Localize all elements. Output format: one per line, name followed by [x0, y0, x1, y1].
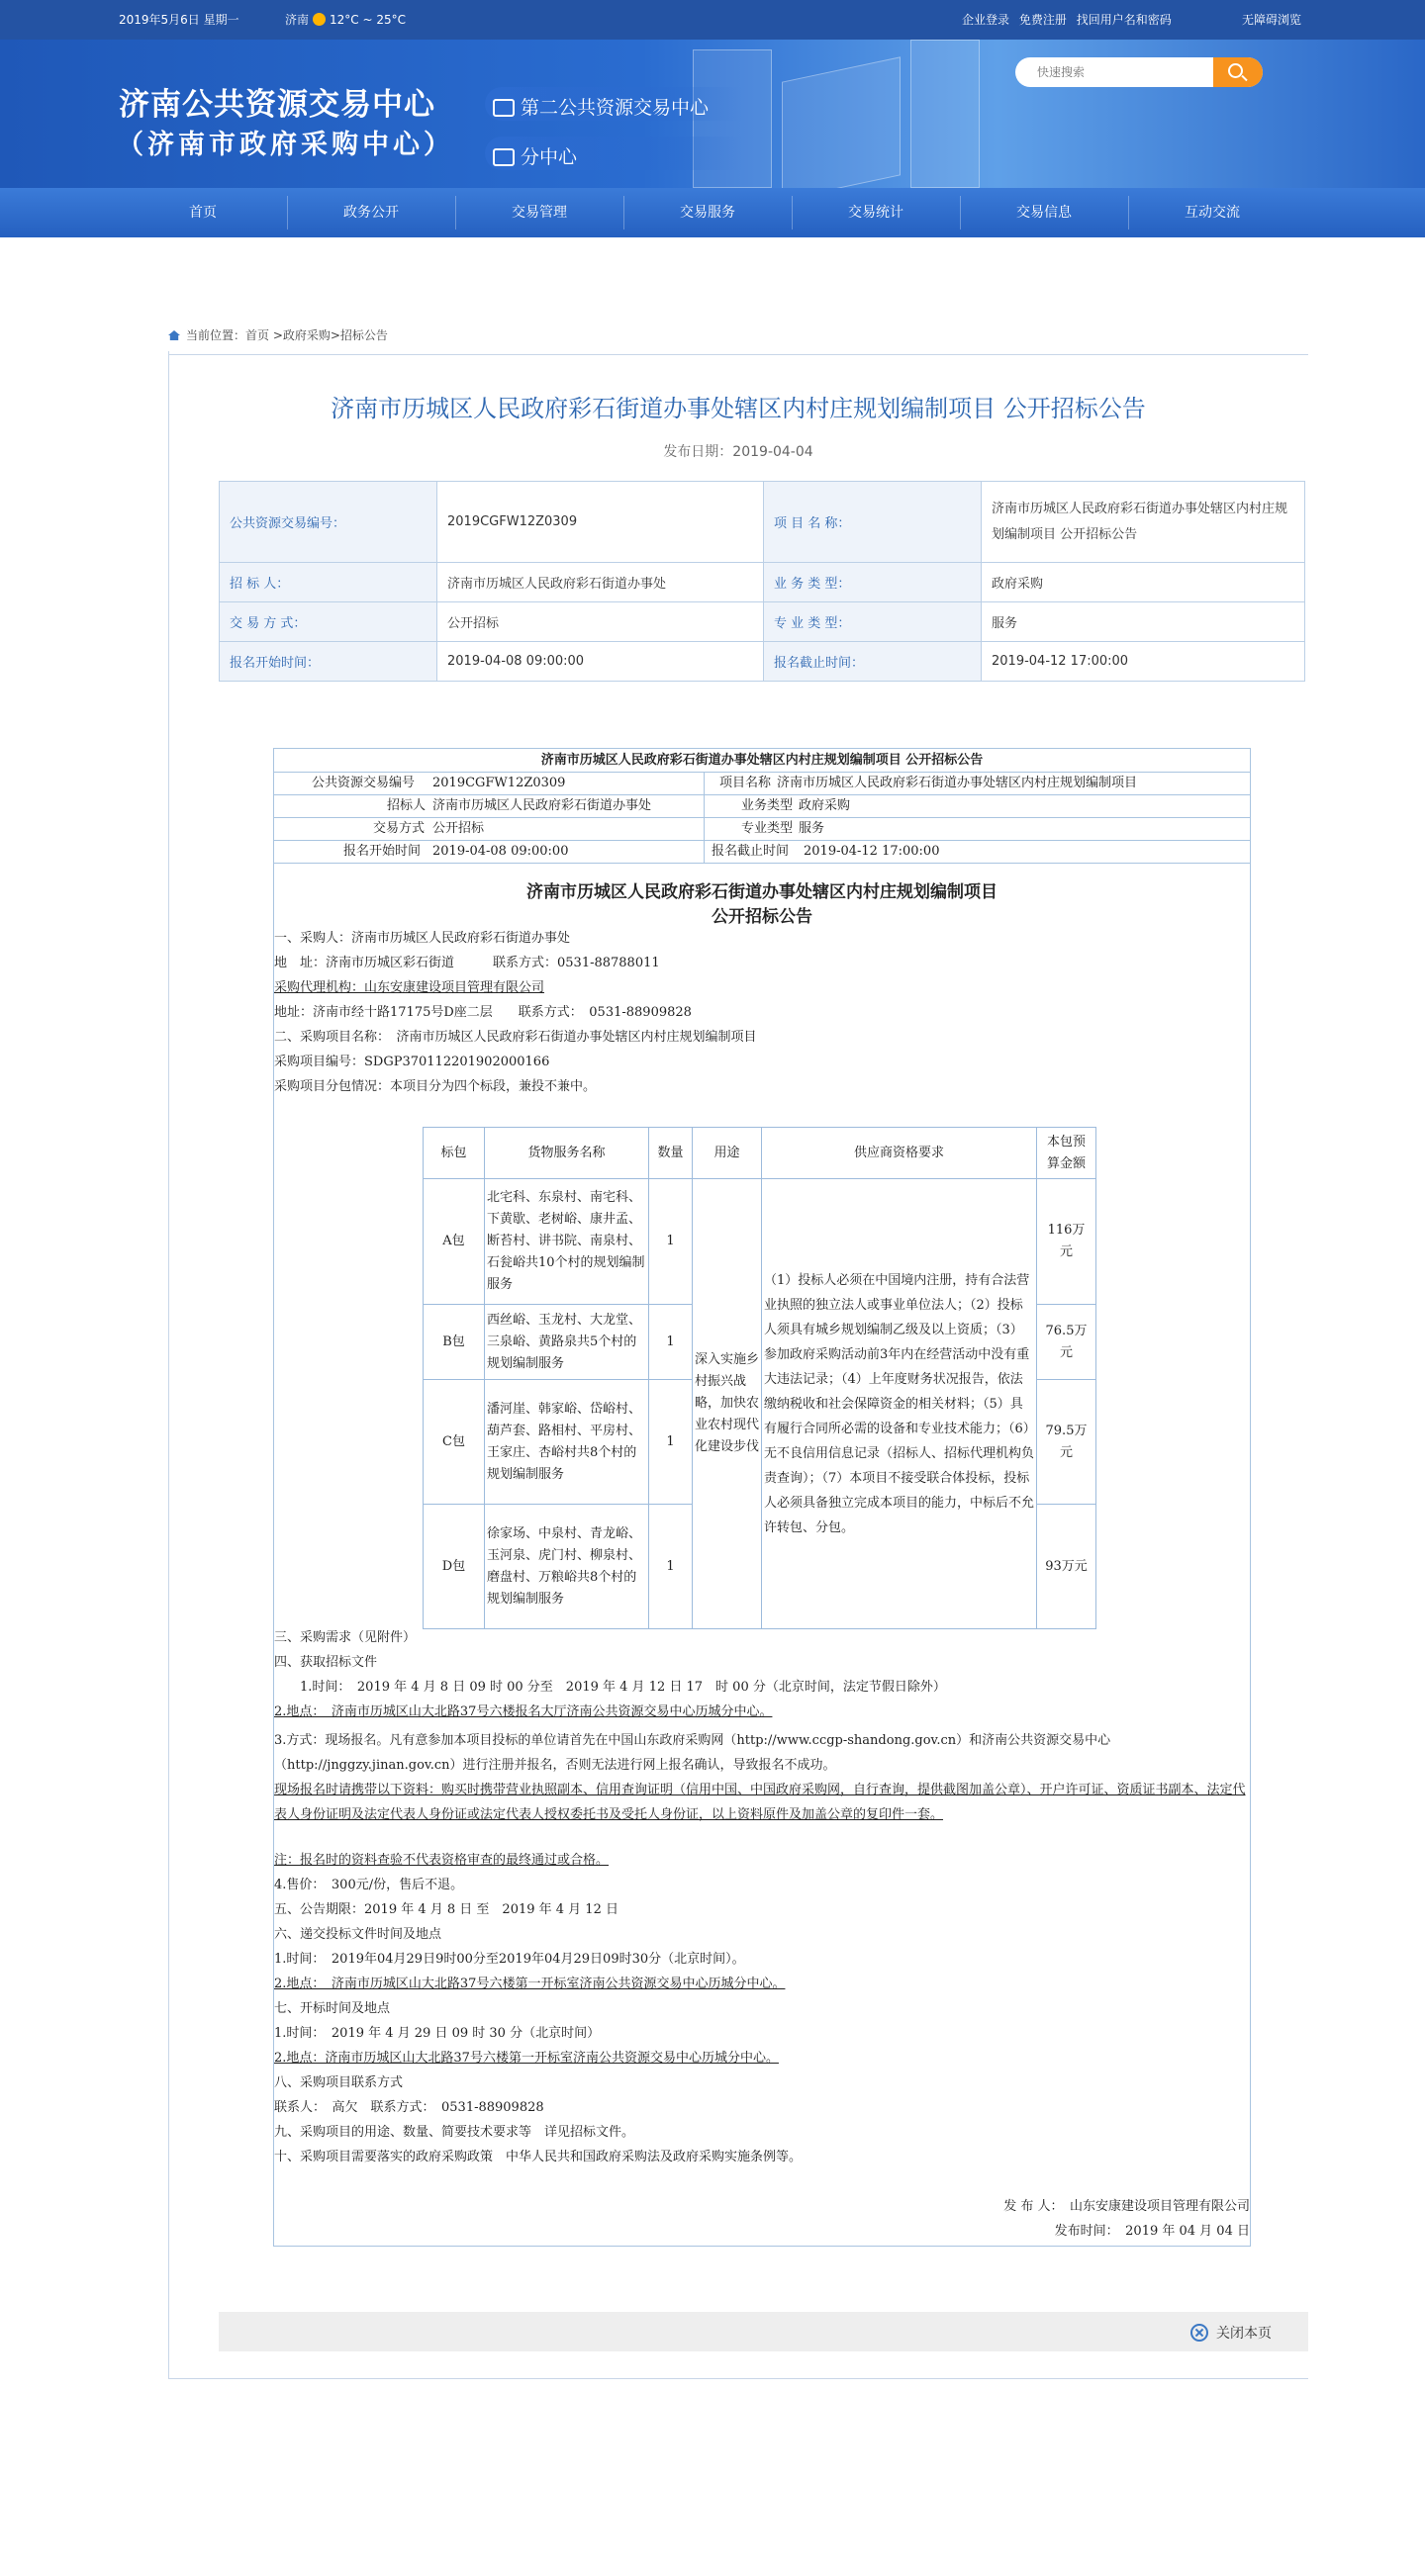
info-value: 济南市历城区人民政府彩石街道办事处辖区内村庄规划编制项目 公开招标公告	[982, 482, 1305, 563]
doc-line: 3.方式：现场报名。凡有意参加本项目投标的单位请首先在中国山东政府采购网（http://www.ccgp-shandong.gov.cn）和济南公共资源交易中心（http://jnggzy.jinan.gov.cn）进行注册并报名，否则无法进行网上报名确认，导致报名不成功。	[274, 1733, 1111, 1773]
doc-line: 现场报名时请携带以下资料：购买时携带营业执照副本、信用查询证明（信用中国、中国政府采购网，自行查询，提供截图加盖公章）、开户许可证、资质证书副本、法定代表人身份证明及法定代表人身份证或法定代表人授权委托书及受托人身份证，以上资料原件及加盖公章的复印件一套。	[274, 1783, 1246, 1822]
second-center-label: 第二公共资源交易中心	[521, 97, 710, 119]
doc-cell-divider	[704, 795, 705, 817]
home-icon	[168, 330, 180, 340]
doc-line: 十、采购项目需要落实的政府采购政策 中华人民共和国政府采购法及政府采购实施条例等。	[274, 2150, 803, 2164]
building-icon	[493, 148, 515, 166]
table-row	[424, 1128, 1096, 1179]
building-graphic	[782, 56, 901, 188]
table-row	[424, 1179, 1096, 1305]
doc-line: 1.时间： 2019年04月29日9时00分至2019年04月29日09时30分（北京时间）。	[274, 1952, 745, 1967]
search-box	[1015, 57, 1263, 87]
lots-header: 本包预算金额	[1037, 1128, 1096, 1179]
lot-service-name: 西丝峪、玉龙村、大龙堂、三泉峪、黄路泉共5个村的规划编制服务	[485, 1305, 649, 1380]
doc-line: 采购项目分包情况：本项目分为四个标段，兼投不兼中。	[274, 1079, 597, 1094]
doc-info-label: 交易方式	[373, 821, 426, 836]
search-icon	[1228, 63, 1243, 78]
nav-home[interactable]: 首页	[189, 205, 217, 221]
info-value: 济南市历城区人民政府彩石街道办事处	[437, 563, 764, 602]
lots-table	[423, 1127, 1096, 1629]
lots-requirements: （1）投标人必须在中国境内注册，持有合法营业执照的独立法人或事业单位法人；（2）投标人须具有城乡规划编制乙级及以上资质；（3）参加政府采购活动前3年内在经营活动中没有重大违法记录；（4）上年度财务状况报告，依法缴纳税收和社会保障资金的相关材料；（5）具有履行合同所必需的设备和专业技术能力；（6）无不良信用信息记录（招标人、招标代理机构负责查询）；（7）本项目不接受联合体投标，投标人必须具备独立完成本项目的能力，中标后不允许转包、分包。	[762, 1179, 1037, 1629]
info-label: 项 目 名 称：	[764, 482, 982, 563]
lot-budget: 93万元	[1037, 1505, 1096, 1629]
doc-info-row	[274, 818, 1250, 841]
weather-widget	[285, 11, 406, 28]
sub-center-link[interactable]	[485, 137, 742, 170]
doc-info-row	[274, 795, 1250, 818]
doc-line: 六、递交投标文件时间及地点	[274, 1927, 442, 1942]
register-link[interactable]: 免费注册	[1018, 13, 1067, 27]
info-label: 公共资源交易编号：	[220, 482, 437, 563]
accessibility-link[interactable]: 无障碍浏览	[1242, 13, 1302, 27]
info-label: 专 业 类 型：	[764, 602, 982, 642]
lots-header: 标包	[424, 1128, 485, 1179]
doc-line: 四、获取招标文件	[274, 1655, 378, 1670]
lots-header: 货物服务名称	[485, 1128, 649, 1179]
publish-date: 发布日期：2019-04-04	[663, 444, 813, 460]
doc-line: 采购代理机构：山东安康建设项目管理有限公司	[274, 980, 545, 995]
table-row	[220, 602, 1305, 642]
weather-temperature: 12°C ~ 25°C	[330, 13, 406, 27]
breadcrumb-text[interactable]: 当前位置：首页 >政府采购>招标公告	[186, 328, 388, 342]
doc-info-value: 服务	[799, 821, 825, 836]
doc-line: 地址：济南市经十路17175号D座二层 联系方式： 0531-88909828	[274, 1005, 705, 1020]
close-page-button[interactable]	[1190, 2323, 1272, 2343]
doc-info-row	[274, 841, 1250, 864]
sub-center-label: 分中心	[521, 146, 578, 168]
doc-info-value: 济南市历城区人民政府彩石街道办事处	[432, 798, 652, 813]
doc-line: 一、采购人：济南市历城区人民政府彩石街道办事处	[274, 931, 571, 946]
doc-info-label: 招标人	[387, 798, 427, 813]
doc-info-value: 2019-04-12 17:00:00	[804, 844, 940, 859]
building-graphic	[910, 40, 980, 188]
doc-line: 注：报名时的资料查验不代表资格审查的最终通过或合格。	[274, 1853, 610, 1868]
lot-service-name: 徐家场、中泉村、青龙峪、玉河泉、虎门村、柳泉村、磨盘村、万粮峪共8个村的规划编制服务	[485, 1505, 649, 1629]
nav-interaction[interactable]: 互动交流	[1185, 205, 1240, 221]
doc-header-title: 济南市历城区人民政府彩石街道办事处辖区内村庄规划编制项目 公开招标公告	[274, 749, 1250, 773]
info-value: 政府采购	[982, 563, 1305, 602]
article-footer-bar	[219, 2312, 1308, 2351]
doc-info-label: 公共资源交易编号	[312, 776, 416, 790]
doc-info-label: 业务类型	[741, 798, 794, 813]
doc-line: 2.地点： 济南市历城区山大北路37号六楼第一开标室济南公共资源交易中心历城分中心。	[274, 1977, 786, 1991]
lot-quantity: 1	[649, 1305, 693, 1380]
table-row	[220, 482, 1305, 563]
current-date: 2019年5月6日 星期一	[119, 13, 239, 27]
nav-government-affairs[interactable]: 政务公开	[343, 205, 399, 221]
doc-line: 地 址：济南市历城区彩石街道 联系方式：0531-88788011	[274, 956, 660, 970]
doc-body-subtitle: 公开招标公告	[712, 907, 812, 927]
close-page-label: 关闭本页	[1216, 2326, 1272, 2342]
project-info-table	[219, 481, 1305, 682]
doc-line: 八、采购项目联系方式	[274, 2075, 404, 2090]
doc-info-value: 2019-04-08 09:00:00	[432, 844, 569, 859]
lot-id: B包	[424, 1305, 485, 1380]
doc-line: 4.售价： 300元/份，售后不退。	[274, 1878, 464, 1892]
info-value: 公开招标	[437, 602, 764, 642]
doc-info-label: 报名开始时间	[343, 844, 422, 859]
doc-info-value: 2019CGFW12Z0309	[432, 776, 566, 790]
breadcrumb	[168, 326, 388, 343]
doc-line: 二、采购项目名称： 济南市历城区人民政府彩石街道办事处辖区内村庄规划编制项目	[274, 1030, 757, 1045]
doc-line: 采购项目编号：SDGP370112201902000166	[274, 1055, 550, 1069]
site-logo-subtitle: （济南市政府采购中心）	[117, 130, 454, 160]
doc-line: 五、公告期限：2019 年 4 月 8 日 至 2019 年 4 月 12 日	[274, 1902, 618, 1917]
doc-line: 联系人： 高欠 联系方式： 0531-88909828	[274, 2100, 544, 2115]
lot-id: A包	[424, 1179, 485, 1305]
info-label: 报名开始时间：	[220, 642, 437, 682]
doc-info-value: 济南市历城区人民政府彩石街道办事处辖区内村庄规划编制项目	[777, 776, 1138, 790]
header-banner	[0, 40, 1425, 188]
lots-usage: 深入实施乡村振兴战略，加快农业农村现代化建设步伐	[693, 1179, 762, 1629]
doc-body-title: 济南市历城区人民政府彩石街道办事处辖区内村庄规划编制项目	[526, 882, 998, 902]
account-links	[962, 11, 1178, 28]
lot-id: C包	[424, 1380, 485, 1505]
lots-header: 供应商资格要求	[762, 1128, 1037, 1179]
search-button[interactable]	[1213, 57, 1263, 87]
search-input[interactable]	[1015, 57, 1213, 87]
site-logo-title[interactable]: 济南公共资源交易中心	[119, 87, 435, 123]
doc-info-value: 政府采购	[799, 798, 851, 813]
lot-budget: 116万元	[1037, 1179, 1096, 1305]
doc-info-value: 公开招标	[432, 821, 485, 836]
nav-trade-management[interactable]: 交易管理	[512, 205, 567, 221]
doc-line: 1.时间： 2019 年 4 月 29 日 09 时 30 分（北京时间）	[274, 2026, 601, 2041]
doc-cell-divider	[704, 841, 705, 863]
info-label: 业 务 类 型：	[764, 563, 982, 602]
lots-header: 用途	[693, 1128, 762, 1179]
lot-quantity: 1	[649, 1179, 693, 1305]
lot-budget: 76.5万元	[1037, 1305, 1096, 1380]
lot-quantity: 1	[649, 1505, 693, 1629]
nav-trade-info[interactable]: 交易信息	[1016, 205, 1072, 221]
doc-info-label: 专业类型	[741, 821, 794, 836]
doc-signer: 发 布 人： 山东安康建设项目管理有限公司	[1003, 2199, 1250, 2214]
doc-info-label: 项目名称	[719, 776, 772, 790]
announcement-document	[273, 748, 1251, 2247]
info-label: 交 易 方 式：	[220, 602, 437, 642]
doc-info-label: 报名截止时间	[712, 844, 790, 859]
doc-line: 2.地点：济南市历城区山大北路37号六楼第一开标室济南公共资源交易中心历城分中心。	[274, 2051, 779, 2066]
table-row	[220, 563, 1305, 602]
doc-line: 七、开标时间及地点	[274, 2001, 391, 2016]
lot-service-name: 潘河崖、韩家峪、岱峪村、葫芦套、路相村、平房村、王家庄、杏峪村共8个村的规划编制服务	[485, 1380, 649, 1505]
lots-header: 数量	[649, 1128, 693, 1179]
doc-info-row	[274, 773, 1250, 795]
nav-trade-services[interactable]: 交易服务	[680, 205, 735, 221]
info-value: 2019CGFW12Z0309	[437, 482, 764, 563]
doc-sign-date: 发布时间： 2019 年 04 月 04 日	[1054, 2224, 1250, 2239]
doc-line: 三、采购需求（见附件）	[274, 1630, 417, 1645]
lot-id: D包	[424, 1505, 485, 1629]
info-value: 2019-04-12 17:00:00	[982, 642, 1305, 682]
lot-quantity: 1	[649, 1380, 693, 1505]
doc-line: 九、采购项目的用途、数量、简要技术要求等 详见招标文件。	[274, 2125, 635, 2140]
doc-line: 2.地点： 济南市历城区山大北路37号六楼报名大厅济南公共资源交易中心历城分中心。	[274, 1704, 773, 1719]
doc-line: 1.时间： 2019 年 4 月 8 日 09 时 00 分至 2019 年 4 月 12 日 17 时 00 分（北京时间，法定节假日除外）	[274, 1680, 946, 1695]
lot-service-name: 北宅科、东泉村、南宅科、下黄歇、老树峪、康井孟、断苔村、讲书院、南泉村、石瓮峪共10个村的规划编制服务	[485, 1179, 649, 1305]
enterprise-login-link[interactable]: 企业登录	[962, 13, 1010, 27]
table-row	[220, 642, 1305, 682]
second-center-link[interactable]	[485, 87, 742, 121]
weather-city: 济南	[285, 13, 310, 27]
recover-account-link[interactable]: 找回用户名和密码	[1076, 13, 1172, 27]
info-value: 2019-04-08 09:00:00	[437, 642, 764, 682]
lot-budget: 79.5万元	[1037, 1380, 1096, 1505]
main-nav	[0, 188, 1425, 237]
info-label: 招 标 人：	[220, 563, 437, 602]
top-bar	[0, 0, 1425, 40]
doc-cell-divider	[704, 818, 705, 840]
sun-icon	[313, 13, 326, 26]
info-label: 报名截止时间：	[764, 642, 982, 682]
info-value: 服务	[982, 602, 1305, 642]
close-icon	[1190, 2324, 1208, 2342]
doc-cell-divider	[704, 773, 705, 794]
nav-trade-statistics[interactable]: 交易统计	[848, 205, 903, 221]
building-icon	[493, 99, 515, 117]
article-title: 济南市历城区人民政府彩石街道办事处辖区内村庄规划编制项目 公开招标公告	[331, 395, 1146, 422]
